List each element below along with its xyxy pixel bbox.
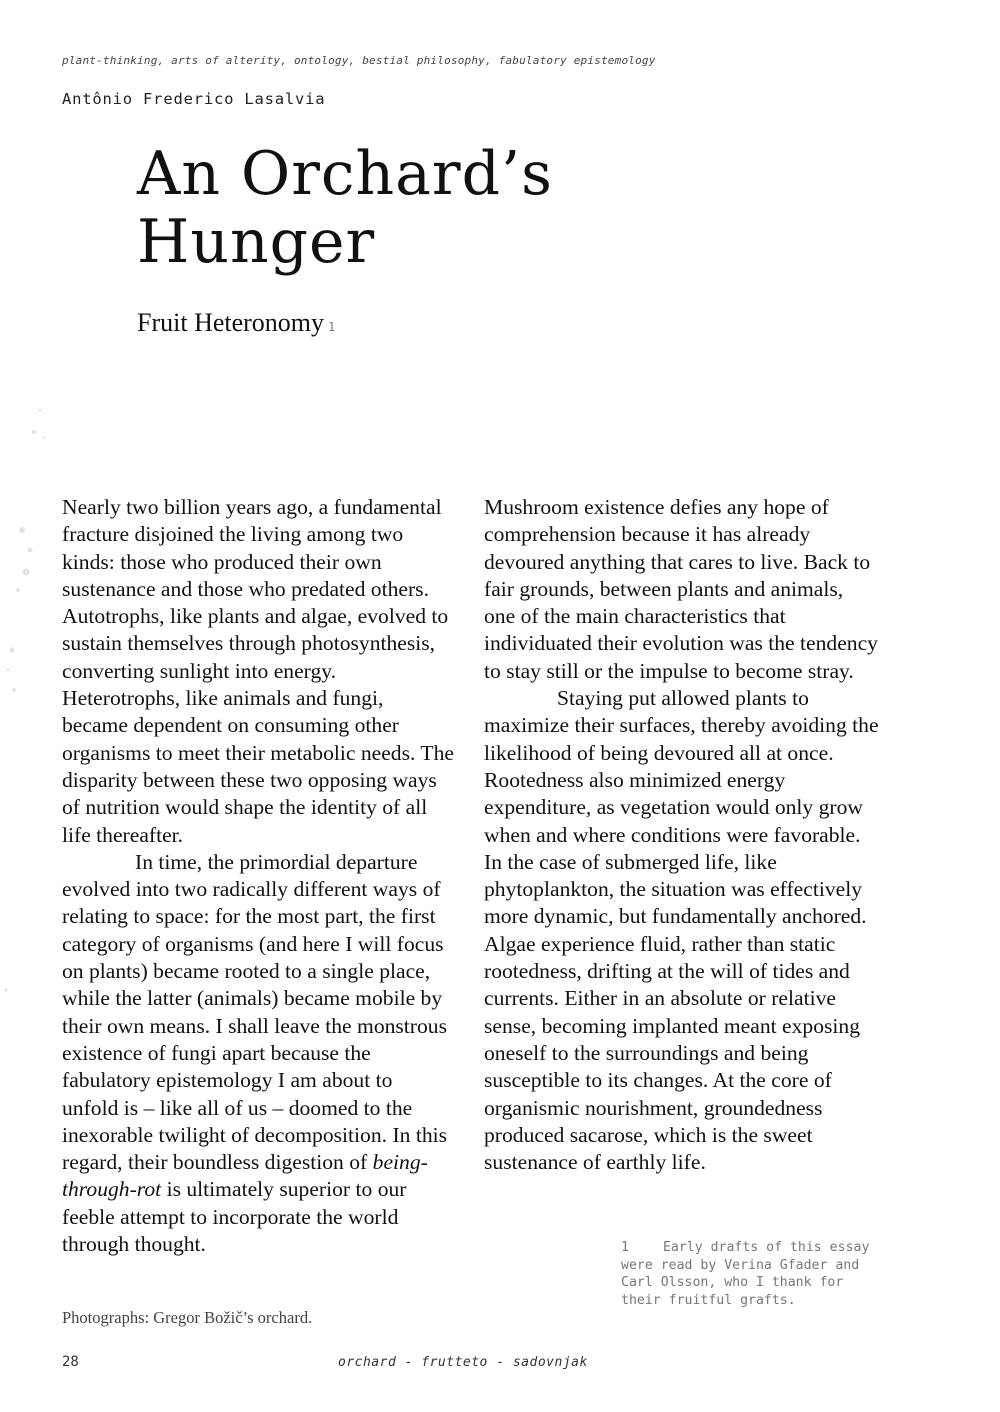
running-footer: orchard - frutteto - sadovnjak xyxy=(338,1355,588,1370)
paragraph-text: In time, the primordial departure evolved into two radically different ways of relating to space: for the most part, the first category of organisms (and here I will focus on plants) became rooted to a single place, while the latter (animals) became mobile by their own means. I shall leave the monstrous existence of fungi apart because the fabulatory epistemology I am about to unfold is – like all of us – doomed to the inexorable twilight of decomposition. In this regard, their boundless digestion of xyxy=(62,849,448,1175)
author-name: Antônio Frederico Lasalvia xyxy=(62,90,326,108)
title-line-1: An Orchard’s xyxy=(137,139,553,209)
body-column-right xyxy=(484,494,879,1176)
paragraph xyxy=(62,849,454,1258)
photo-credit: Photographs: Gregor Božič’s orchard. xyxy=(62,1308,313,1327)
page-number: 28 xyxy=(62,1354,79,1370)
paragraph: Mushroom existence defies any hope of comprehension because it has already devoured anything that cares to live. Back to fair grounds, between plants and animals, one of the main characteristics that individuated their evolution was the tendency to stay still or the impulse to become stray. xyxy=(484,495,878,683)
paragraph: Nearly two billion years ago, a fundamental fracture disjoined the living among two kinds: those who produced their own sustenance and those who predated others. Autotrophs, like plants and algae, evolved to sustain themselves through photosynthesis, converting sunlight into energy. Heterotrophs, like animals and fungi, became dependent on consuming other organisms to meet their metabolic needs. The disparity between these two opposing ways of nutrition would shape the identity of all life thereafter. xyxy=(62,495,454,847)
photo-smudge-decoration xyxy=(0,390,60,1010)
paragraph: Staying put allowed plants to maximize their surfaces, thereby avoiding the likelihood of being devoured all at once. Rootedness also minimized energy expenditure, as vegetation would only grow when and where conditions were favorable. In the case of submerged life, like phytoplankton, the situation was effectively more dynamic, but fundamentally anchored. Algae experience fluid, rather than static rootedness, drifting at the will of tides and currents. Either in an absolute or relative sense, becoming implanted meant exposing oneself to the surroundings and being susceptible to its changes. At the core of organismic nourishment, groundedness produced sacarose, which is the sweet sustenance of earthly life. xyxy=(484,686,879,1175)
body-column-left xyxy=(62,494,454,1258)
keywords-line: plant-thinking, arts of alterity, ontology, bestial philosophy, fabulatory epistemology xyxy=(62,54,656,67)
footnote-text: Early drafts of this essay were read by Verina Gfader and Carl Olsson, who I thank for their fruitful grafts. xyxy=(621,1240,870,1308)
emphasis-term: being-through-rot xyxy=(62,1150,428,1202)
footnote-number: 1 xyxy=(621,1240,629,1255)
paragraph-text: is ultimately superior to our feeble attempt to incorporate the world through thought. xyxy=(62,1177,407,1257)
article-title xyxy=(137,140,553,276)
subtitle-text: Fruit Heteronomy xyxy=(137,308,325,337)
footnote xyxy=(621,1239,881,1309)
title-line-2: Hunger xyxy=(137,207,376,277)
article-subtitle xyxy=(137,308,335,338)
footnote-ref[interactable]: 1 xyxy=(328,320,336,334)
